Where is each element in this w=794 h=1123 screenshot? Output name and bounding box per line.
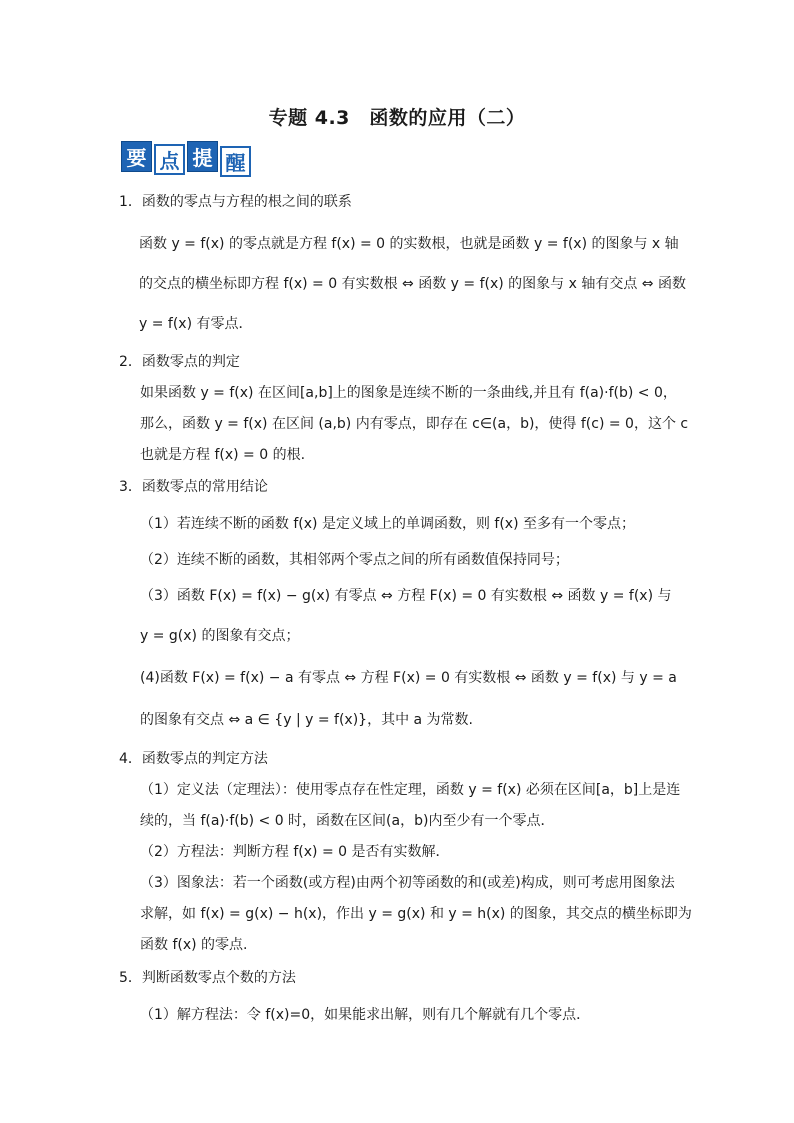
section-heading: 2．函数零点的判定 xyxy=(119,354,240,370)
badge-char: 要 xyxy=(121,141,152,172)
paragraph-line: y = f(x) 有零点． xyxy=(139,316,253,332)
paragraph-line: 求解，如 f(x) = g(x) − h(x)，作出 y = g(x) 和 y = h(x) 的图象，其交点的横坐标即为 xyxy=(140,906,692,922)
paragraph-line: 的图象有交点 ⇔ a ∈ {y | y = f(x)}，其中 a 为常数. xyxy=(140,712,474,728)
key-points-badge xyxy=(121,141,251,175)
paragraph-line: y = g(x) 的图象有交点； xyxy=(140,628,300,644)
paragraph-line: 的交点的横坐标即方程 f(x) = 0 有实数根 ⇔ 函数 y = f(x) 的图象与 x 轴有交点 ⇔ 函数 xyxy=(139,276,686,292)
badge-char: 醒 xyxy=(220,146,251,177)
paragraph-line: 续的，当 f(a)·f(b) < 0 时，函数在区间(a，b)内至少有一个零点． xyxy=(140,813,555,829)
badge-char: 提 xyxy=(187,141,218,172)
paragraph-line: （3）图象法：若一个函数(或方程)由两个初等函数的和(或差)构成，则可考虑用图象法 xyxy=(140,875,675,891)
paragraph-line: (4)函数 F(x) = f(x) − a 有零点 ⇔ 方程 F(x) = 0 有实数根 ⇔ 函数 y = f(x) 与 y = a xyxy=(140,670,677,686)
paragraph-line: （1）解方程法：令 f(x)=0，如果能求出解，则有几个解就有几个零点． xyxy=(140,1007,591,1023)
section-heading: 4．函数零点的判定方法 xyxy=(119,751,268,767)
paragraph-line: 如果函数 y = f(x) 在区间[a,b]上的图象是连续不断的一条曲线,并且有 f(a)·f(b) < 0， xyxy=(140,385,677,401)
page-title: 专题 4.3 函数的应用（二） xyxy=(268,107,526,129)
paragraph-line: （2）方程法：判断方程 f(x) = 0 是否有实数解． xyxy=(140,844,450,860)
paragraph-line: 也就是方程 f(x) = 0 的根. xyxy=(140,447,306,463)
section-heading: 1．函数的零点与方程的根之间的联系 xyxy=(119,194,352,210)
paragraph-line: （1）定义法（定理法）：使用零点存在性定理，函数 y = f(x) 必须在区间[a，b]上是连 xyxy=(140,782,681,798)
paragraph-line: 那么，函数 y = f(x) 在区间 (a,b) 内有零点，即存在 c∈(a，b)，使得 f(c) = 0，这个 c xyxy=(140,416,689,432)
paragraph-line: 函数 f(x) 的零点. xyxy=(140,937,248,953)
paragraph-line: （1）若连续不断的函数 f(x) 是定义域上的单调函数，则 f(x) 至多有一个零点； xyxy=(140,516,635,532)
badge-char: 点 xyxy=(154,144,185,175)
section-heading: 3．函数零点的常用结论 xyxy=(119,479,268,495)
paragraph-line: 函数 y = f(x) 的零点就是方程 f(x) = 0 的实数根，也就是函数 y = f(x) 的图象与 x 轴 xyxy=(139,236,679,252)
section-heading: 5．判断函数零点个数的方法 xyxy=(119,970,296,986)
paragraph-line: （2）连续不断的函数，其相邻两个零点之间的所有函数值保持同号； xyxy=(140,552,569,568)
paragraph-line: （3）函数 F(x) = f(x) − g(x) 有零点 ⇔ 方程 F(x) = 0 有实数根 ⇔ 函数 y = f(x) 与 xyxy=(140,588,672,604)
